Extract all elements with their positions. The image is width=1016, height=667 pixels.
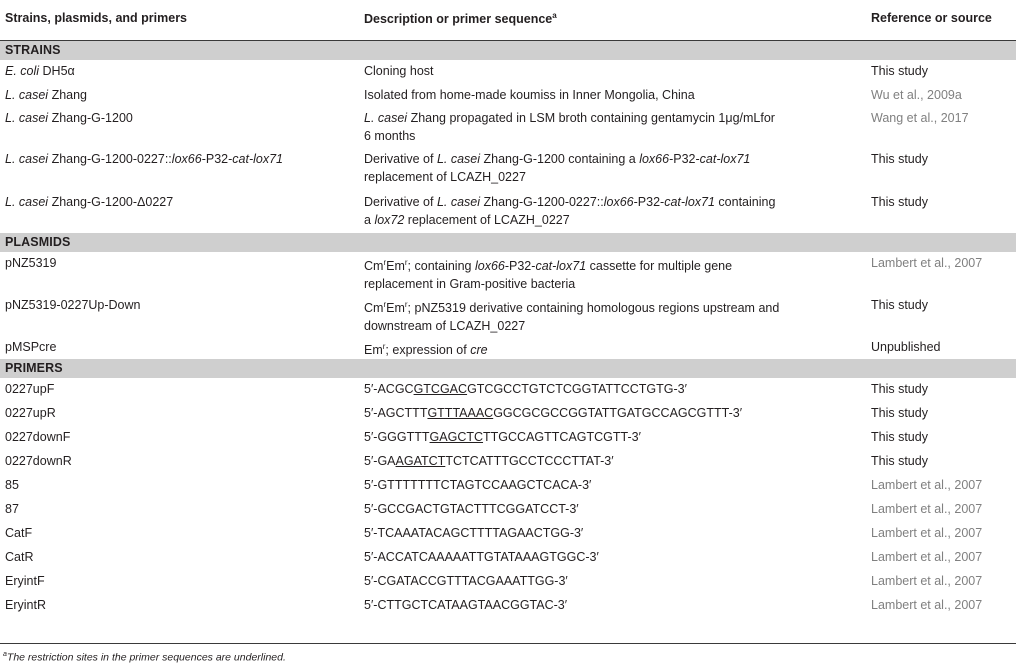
restriction-site: GTCGAC xyxy=(413,382,468,396)
primer-name: EryintR xyxy=(5,598,46,612)
header-strains-plasmids-primers: Strains, plasmids, and primers xyxy=(5,11,188,25)
table-row xyxy=(0,252,1016,294)
desc-italic: L. casei xyxy=(436,195,481,209)
sequence-part: GTCGCCTGTCTCGGTATTCCTGTG-3′ xyxy=(467,382,687,396)
desc-text: a xyxy=(364,213,375,227)
table-bottom-rule xyxy=(0,643,1016,644)
desc-text: replacement of LCAZH_0227 xyxy=(364,170,526,184)
desc-sup: r xyxy=(383,258,387,267)
primer-reference[interactable]: Lambert et al., 2007 xyxy=(871,574,983,588)
primer-rows xyxy=(0,378,1016,618)
table-row xyxy=(0,426,1016,450)
strain-name-italic: L. casei xyxy=(5,88,49,102)
strain-description: Cloning host xyxy=(364,64,434,78)
section-primers xyxy=(0,359,1016,378)
header-description-label: Description or primer sequence xyxy=(364,12,553,27)
primer-sequence xyxy=(364,452,864,470)
plasmid-name: pNZ5319 xyxy=(5,256,57,270)
desc-text: ; expression of xyxy=(385,343,471,358)
primer-name: 0227upF xyxy=(5,382,55,396)
strain-name xyxy=(5,150,283,168)
primer-sequence xyxy=(364,500,864,518)
desc-sup: r xyxy=(382,342,386,351)
desc-text: cassette for multiple gene xyxy=(586,259,733,274)
desc-text: downstream of LCAZH_0227 xyxy=(364,319,526,334)
plasmid-reference[interactable]: Lambert et al., 2007 xyxy=(871,256,983,270)
strain-reference[interactable]: Wu et al., 2009a xyxy=(871,88,962,102)
primer-reference[interactable]: Lambert et al., 2007 xyxy=(871,598,983,612)
primer-reference: This study xyxy=(871,430,928,444)
desc-text: ; containing xyxy=(407,259,475,274)
table-row xyxy=(0,546,1016,570)
desc-text: Em xyxy=(364,343,383,358)
table-row xyxy=(0,522,1016,546)
strain-name-rest: Zhang-G-1200 xyxy=(48,111,133,125)
sequence-part: 5′-ACCATCAAAAATTGTATAAAGTGGC-3′ xyxy=(364,550,599,564)
table-footnote xyxy=(3,651,286,664)
primer-name: 0227upR xyxy=(5,406,56,420)
plasmid-reference: This study xyxy=(871,298,928,312)
strain-name-rest: DH5α xyxy=(39,64,75,78)
section-primers-label: PRIMERS xyxy=(5,361,63,375)
table-header xyxy=(0,0,1016,41)
table-row xyxy=(0,450,1016,474)
table-row xyxy=(0,402,1016,426)
strain-name-italic: L. casei xyxy=(5,152,49,166)
table-row xyxy=(0,498,1016,522)
table-row xyxy=(0,474,1016,498)
strain-name xyxy=(5,109,133,127)
section-strains xyxy=(0,41,1016,60)
header-description xyxy=(364,11,557,26)
table-row xyxy=(0,84,1016,107)
plasmid-name: pMSPcre xyxy=(5,340,57,354)
primer-sequence xyxy=(364,572,864,590)
strain-name-italic: E. coli xyxy=(5,64,40,78)
table-row xyxy=(0,378,1016,402)
primer-reference[interactable]: Lambert et al., 2007 xyxy=(871,478,983,492)
strain-name xyxy=(5,193,173,211)
desc-text: μ xyxy=(725,111,733,125)
primer-sequence xyxy=(364,524,864,542)
sequence-part: 5′-ACGC xyxy=(364,382,414,396)
desc-sup: r xyxy=(404,258,408,267)
primer-reference[interactable]: Lambert et al., 2007 xyxy=(871,526,983,540)
table-row xyxy=(0,107,1016,148)
restriction-site: AGATCT xyxy=(395,454,446,468)
desc-text: replacement of LCAZH_0227 xyxy=(404,213,570,227)
primer-name: CatF xyxy=(5,526,33,540)
desc-italic: cre xyxy=(470,343,488,358)
strain-reference: This study xyxy=(871,152,928,166)
strain-name xyxy=(5,62,75,80)
desc-sup: r xyxy=(383,300,387,309)
desc-text: Derivative of xyxy=(364,152,437,166)
strain-name-rest: Zhang xyxy=(48,88,88,102)
desc-sup: r xyxy=(404,300,408,309)
primer-name: 87 xyxy=(5,502,19,516)
desc-italic: cat-lox71 xyxy=(664,195,715,209)
header-reference: Reference or source xyxy=(871,11,992,25)
strain-description xyxy=(364,150,864,186)
strain-name xyxy=(5,86,87,104)
strain-name-rest: -P32- xyxy=(201,152,233,166)
footnote-text: The restriction sites in the primer sequences are underlined. xyxy=(6,651,286,664)
desc-italic: lox66 xyxy=(639,152,670,166)
restriction-site: GAGCTC xyxy=(429,430,484,444)
sequence-part: 5′-GGGTTT xyxy=(364,430,430,444)
table-row xyxy=(0,594,1016,618)
desc-text: g/mLfor xyxy=(732,111,775,125)
desc-text: Cm xyxy=(364,259,384,274)
desc-italic: cat-lox71 xyxy=(699,152,751,166)
strain-reference: This study xyxy=(871,195,928,209)
sequence-part: 5′-GTTTTTTTCTAGTCCAAGCTCACA-3′ xyxy=(364,478,592,492)
plasmid-name: pNZ5319-0227Up-Down xyxy=(5,298,141,312)
strain-reference[interactable]: Wang et al., 2017 xyxy=(871,111,969,125)
desc-text: ; pNZ5319 derivative containing homologous regions upstream and xyxy=(407,301,780,316)
sequence-part: TCTCATTTGCCTCCCTTAT-3′ xyxy=(445,454,614,468)
strain-name-italic: cat-lox71 xyxy=(232,152,283,166)
desc-text: -P32- xyxy=(633,195,665,209)
strain-description xyxy=(364,193,864,229)
primer-sequence xyxy=(364,404,864,422)
desc-text: Em xyxy=(386,301,405,316)
table-row xyxy=(0,148,1016,191)
desc-text: Zhang propagated in LSM broth containing gentamycin 1 xyxy=(407,111,726,125)
primer-reference[interactable]: Lambert et al., 2007 xyxy=(871,502,983,516)
sequence-part: TTGCCAGTTCAGTCGTT-3′ xyxy=(483,430,641,444)
plasmid-description xyxy=(364,338,864,359)
desc-text: containing xyxy=(714,195,776,209)
plasmid-description xyxy=(364,296,864,335)
desc-italic: lox66 xyxy=(603,195,634,209)
desc-italic: cat-lox71 xyxy=(535,259,587,274)
desc-text: Derivative of xyxy=(364,195,437,209)
desc-italic: L. casei xyxy=(436,152,481,166)
desc-text: Em xyxy=(386,259,405,274)
primer-name: 0227downR xyxy=(5,454,72,468)
primer-name: 85 xyxy=(5,478,19,492)
desc-italic: lox72 xyxy=(374,213,405,227)
desc-text: Cm xyxy=(364,301,384,316)
primer-name: EryintF xyxy=(5,574,45,588)
strain-name-rest: Zhang-G-1200-Δ0227 xyxy=(48,195,174,209)
desc-text: 6 months xyxy=(364,129,416,143)
desc-text: Zhang-G-1200-0227:: xyxy=(480,195,604,209)
header-footnote-mark: a xyxy=(552,11,557,20)
sequence-part: 5′-CTTGCTCATAAGTAACGGTAC-3′ xyxy=(364,598,568,612)
primer-reference[interactable]: Lambert et al., 2007 xyxy=(871,550,983,564)
primer-reference: This study xyxy=(871,406,928,420)
desc-text: -P32- xyxy=(504,259,536,274)
sequence-part: 5′-GCCGACTGTACTTTCGGATCCT-3′ xyxy=(364,502,579,516)
table-row xyxy=(0,191,1016,233)
plasmid-description xyxy=(364,254,864,293)
plasmid-reference: Unpublished xyxy=(871,340,941,354)
strain-description xyxy=(364,109,864,145)
strain-name-italic: L. casei xyxy=(5,111,49,125)
strain-reference: This study xyxy=(871,64,928,78)
primer-reference: This study xyxy=(871,454,928,468)
primer-reference: This study xyxy=(871,382,928,396)
sequence-part: GGCGCGCCGGTATTGATGCCAGCGTTT-3′ xyxy=(493,406,743,420)
primer-sequence xyxy=(364,548,864,566)
section-plasmids-label: PLASMIDS xyxy=(5,235,71,249)
table-row xyxy=(0,570,1016,594)
desc-italic: L. casei xyxy=(364,111,408,125)
primer-sequence xyxy=(364,476,864,494)
desc-text: replacement in Gram-positive bacteria xyxy=(364,277,576,292)
strain-name-rest: Zhang-G-1200-0227:: xyxy=(48,152,172,166)
primer-sequence xyxy=(364,596,864,614)
primer-name: CatR xyxy=(5,550,34,564)
section-strains-label: STRAINS xyxy=(5,43,61,57)
strain-name-italic: L. casei xyxy=(5,195,49,209)
table-row xyxy=(0,336,1016,359)
desc-italic: lox66 xyxy=(474,259,505,274)
sequence-part: 5′-TCAAATACAGCTTTTAGAACTGG-3′ xyxy=(364,526,584,540)
section-plasmids xyxy=(0,233,1016,252)
table-row xyxy=(0,294,1016,336)
desc-text: Zhang-G-1200 containing a xyxy=(480,152,640,166)
sequence-part: 5′-CGATACCGTTTACGAAATTGG-3′ xyxy=(364,574,568,588)
desc-text: -P32- xyxy=(669,152,700,166)
primer-sequence xyxy=(364,380,864,398)
sequence-part: 5′-GA xyxy=(364,454,396,468)
restriction-site: GTTTAAAC xyxy=(427,406,494,420)
sequence-part: 5′-AGCTTT xyxy=(364,406,428,420)
primer-name: 0227downF xyxy=(5,430,71,444)
strain-name-italic: lox66 xyxy=(171,152,202,166)
strain-description: Isolated from home-made koumiss in Inner Mongolia, China xyxy=(364,88,695,102)
primer-sequence xyxy=(364,428,864,446)
footnote-mark: a xyxy=(3,651,7,658)
table-row xyxy=(0,60,1016,84)
